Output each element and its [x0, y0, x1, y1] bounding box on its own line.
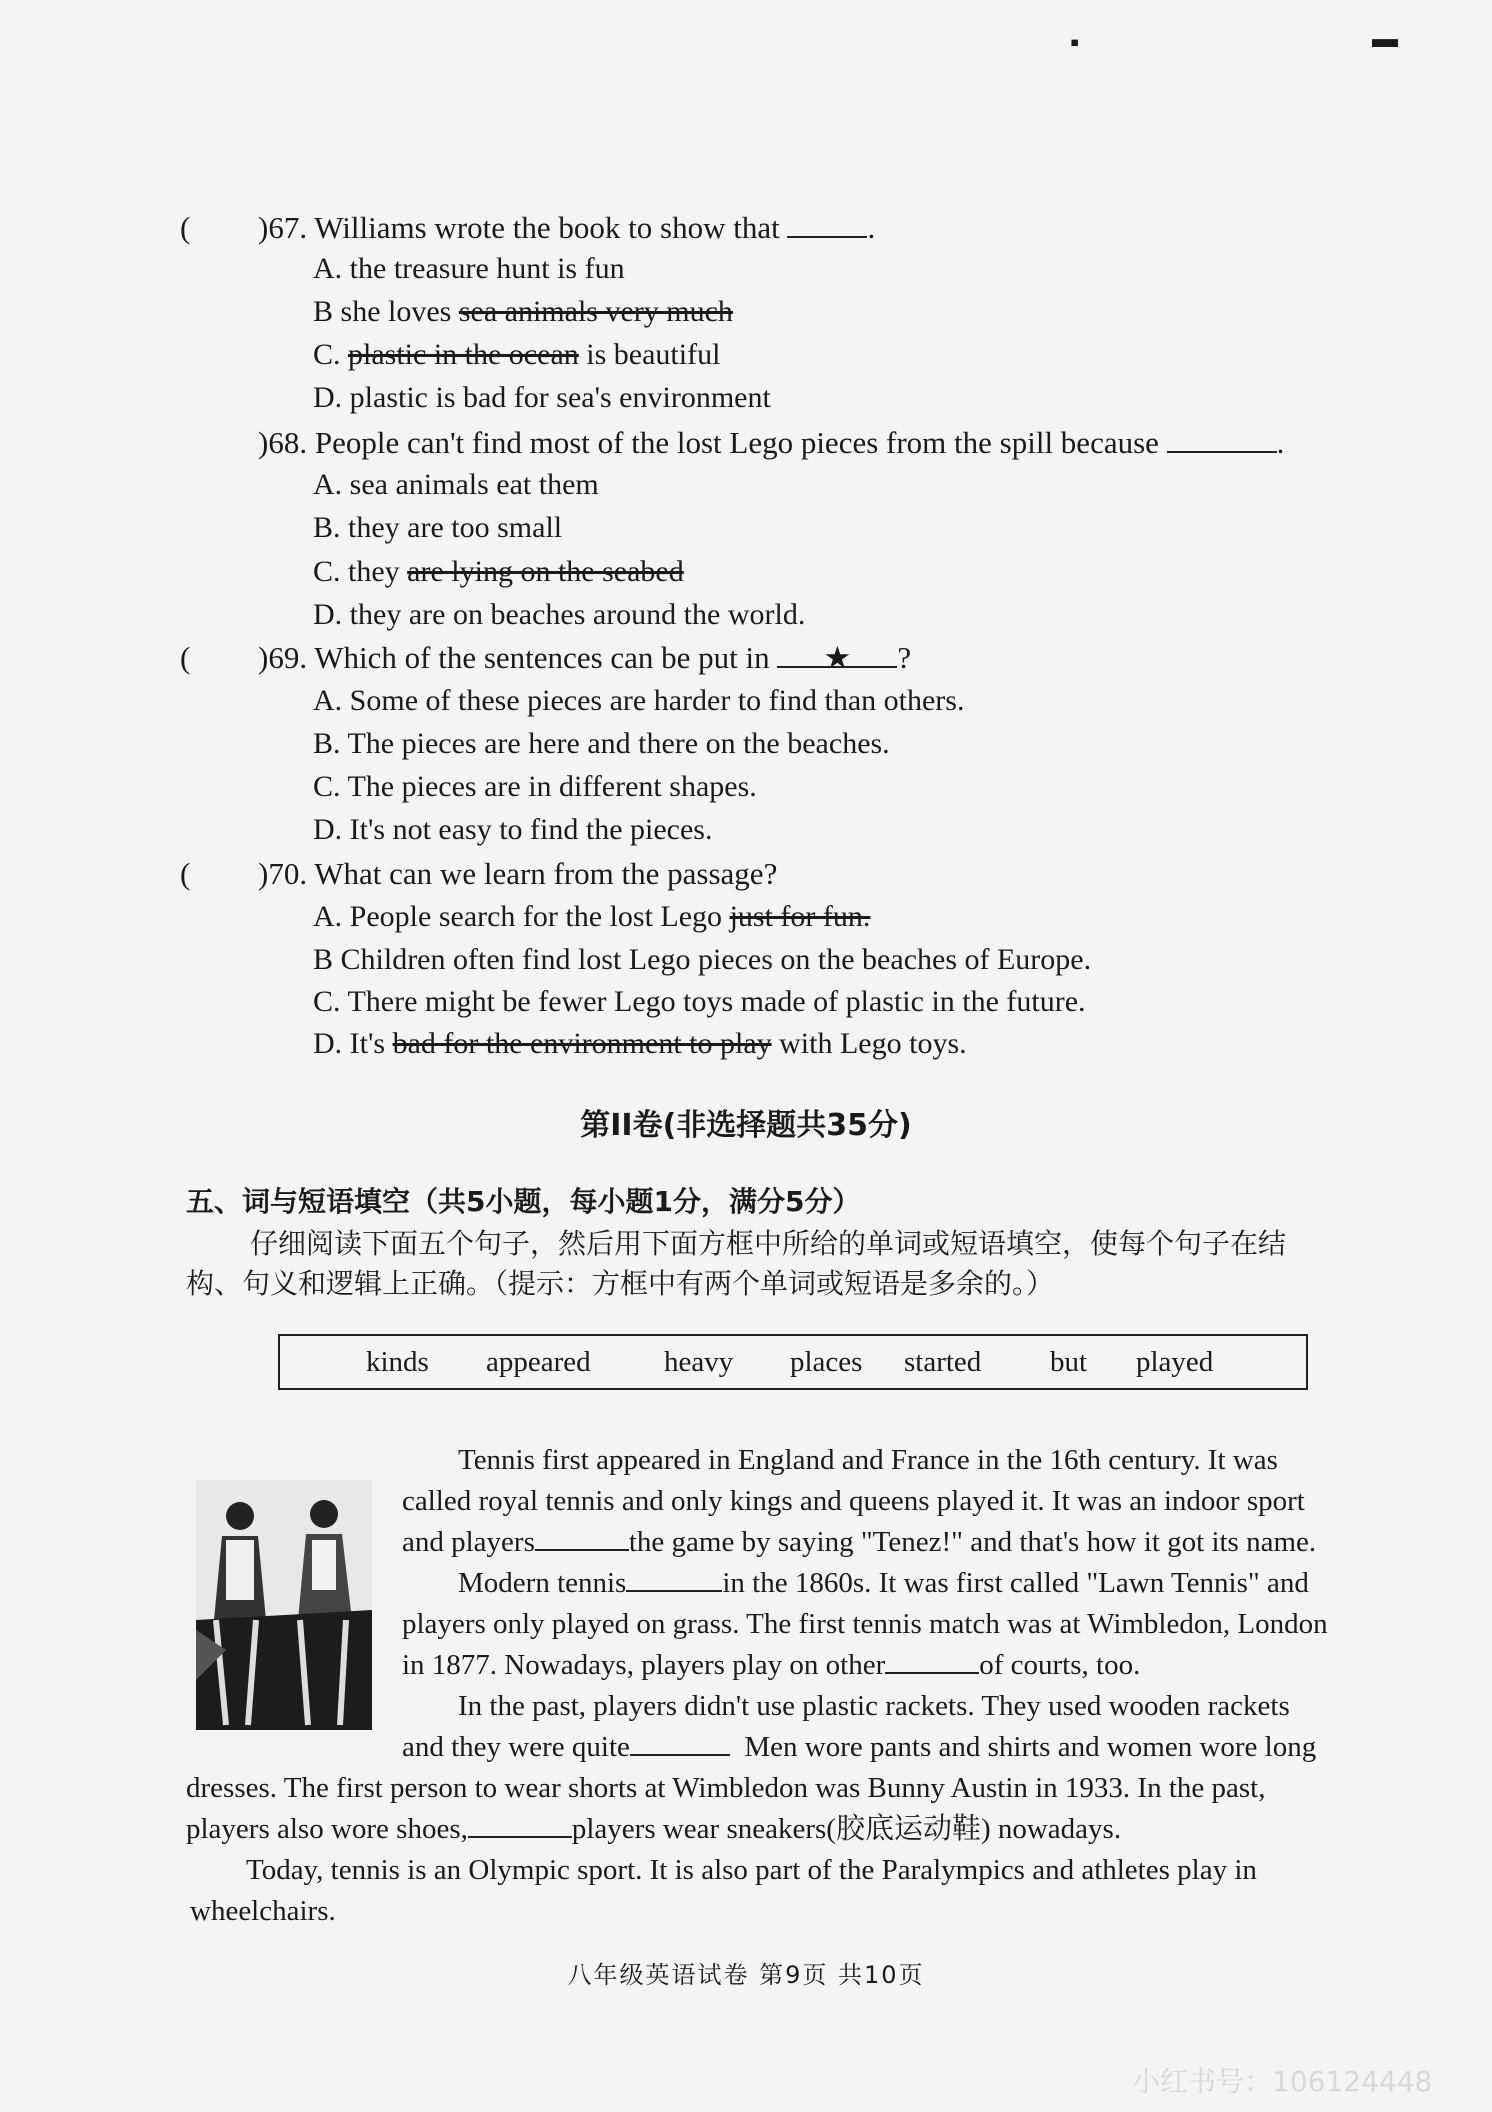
answer-paren: (: [180, 640, 191, 675]
star-blank: [777, 640, 897, 675]
question-stem: )70. What can we learn from the passage?: [258, 856, 778, 891]
option-a: A. the treasure hunt is fun: [313, 252, 625, 285]
scan-speck: ▬: [1372, 24, 1398, 53]
passage-line: players also wore shoes, players wear sneakers(胶底运动鞋) nowadays.: [186, 1809, 1121, 1849]
option-c: C. they are lying on the seabed: [313, 555, 684, 588]
word-option: heavy: [664, 1346, 734, 1378]
answer-blank-1: [535, 1523, 629, 1551]
option-c: C. The pieces are in different shapes.: [313, 770, 757, 803]
word-option: appeared: [486, 1346, 591, 1378]
answer-blank: [1167, 425, 1277, 453]
option-a: A. Some of these pieces are harder to find than others.: [313, 684, 965, 717]
part5-instruction-line2: 构、句义和逻辑上正确。（提示：方框中有两个单词或短语是多余的。）: [186, 1267, 1055, 1300]
question-stem: )69. Which of the sentences can be put in ★ ?: [258, 640, 912, 675]
word-option: places: [790, 1346, 863, 1378]
answer-blank-5: [468, 1810, 572, 1838]
option-b: B. The pieces are here and there on the beaches.: [313, 727, 890, 760]
word-box: [278, 1334, 1308, 1390]
passage-line: wheelchairs.: [190, 1895, 336, 1927]
passage-line: and they were quite Men wore pants and shirts and women wore long: [402, 1727, 1316, 1767]
option-a: A. People search for the lost Lego just for fun.: [313, 900, 871, 933]
answer-paren: (: [180, 210, 191, 245]
option-d: D. plastic is bad for sea's environment: [313, 381, 771, 414]
option-b: B she loves sea animals very much: [313, 295, 733, 328]
word-option: but: [1050, 1346, 1088, 1378]
star-icon: ★: [823, 640, 852, 675]
question-stem: )67. Williams wrote the book to show that .: [258, 210, 876, 245]
answer-blank-2: [626, 1564, 722, 1592]
answer-blank: [787, 210, 867, 238]
answer-blank-3: [885, 1646, 979, 1674]
passage-line: called royal tennis and only kings and queens played it. It was an indoor sport: [402, 1485, 1305, 1517]
option-c: C. plastic in the ocean is beautiful: [313, 338, 721, 371]
passage-line: Tennis first appeared in England and France in the 16th century. It was: [458, 1444, 1278, 1476]
option-d: D. they are on beaches around the world.: [313, 598, 806, 631]
passage-line: In the past, players didn't use plastic rackets. They used wooden rackets: [458, 1690, 1290, 1722]
section-heading: 第II卷(非选择题共35分): [580, 1108, 912, 1143]
passage-line: in 1877. Nowadays, players play on other of courts, too.: [402, 1645, 1140, 1685]
option-b: B Children often find lost Lego pieces on the beaches of Europe.: [313, 943, 1092, 976]
passage-line: Modern tennis in the 1860s. It was first called "Lawn Tennis" and: [458, 1563, 1309, 1603]
word-option: kinds: [366, 1346, 429, 1378]
watermark: 小红书号：106124448: [1132, 2065, 1433, 2098]
passage-line: and players the game by saying "Tenez!" and that's how it got its name.: [402, 1522, 1316, 1562]
part5-title: 五、词与短语填空（共5小题，每小题1分，满分5分）: [186, 1185, 861, 1218]
passage-line: Today, tennis is an Olympic sport. It is also part of the Paralympics and athletes play in: [246, 1854, 1257, 1886]
tennis-players-photo: [196, 1480, 372, 1730]
page-footer: 八年级英语试卷 第9页 共10页: [567, 1961, 925, 1989]
option-c: C. There might be fewer Lego toys made of plastic in the future.: [313, 985, 1086, 1018]
option-b: B. they are too small: [313, 511, 563, 544]
word-option: played: [1136, 1346, 1214, 1378]
answer-blank-4: [630, 1728, 730, 1756]
question-stem: )68. People can't find most of the lost Lego pieces from the spill because .: [258, 425, 1285, 460]
part5-instruction-line1: 仔细阅读下面五个句子，然后用下面方框中所给的单词或短语填空，使每个句子在结: [250, 1227, 1287, 1260]
passage-line: dresses. The first person to wear shorts at Wimbledon was Bunny Austin in 1933. In the past,: [186, 1772, 1266, 1804]
word-option: started: [904, 1346, 982, 1378]
option-d: D. It's bad for the environment to play with Lego toys.: [313, 1027, 967, 1060]
option-a: A. sea animals eat them: [313, 468, 599, 501]
passage-line: players only played on grass. The first tennis match was at Wimbledon, London: [402, 1608, 1328, 1640]
answer-paren: (: [180, 856, 191, 891]
option-d: D. It's not easy to find the pieces.: [313, 813, 713, 846]
scan-speck: ▪: [1070, 28, 1080, 57]
